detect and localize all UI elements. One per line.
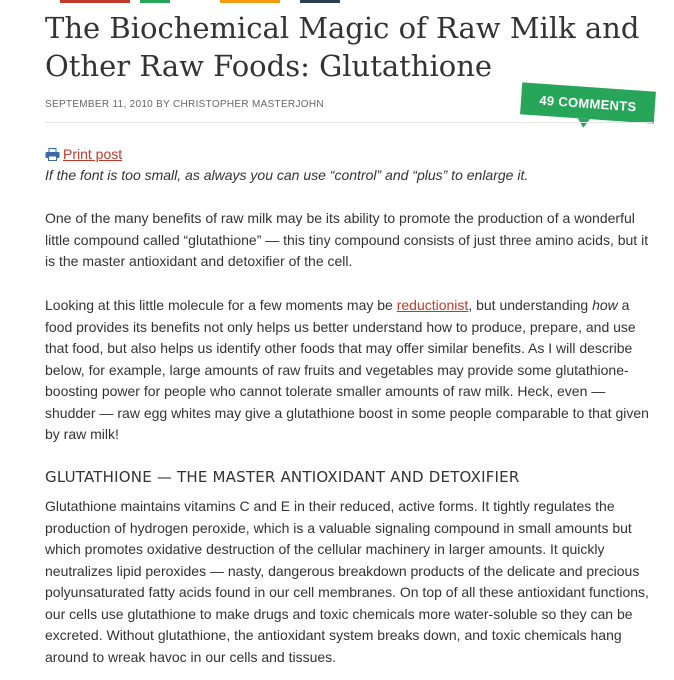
post-author[interactable]: CHRISTOPHER MASTERJOHN [173,99,324,110]
paragraph-text-middle: , but understanding [468,297,593,313]
post-date[interactable]: SEPTEMBER 11, 2010 [45,99,154,110]
comments-count-badge[interactable] [520,82,656,123]
post-meta [45,99,324,110]
badge-tail [577,118,590,128]
print-post-label[interactable]: Print post [63,146,123,162]
comments-count-label: 49 COMMENTS [538,92,637,114]
paragraph-reductionist [45,295,657,446]
print-post-link[interactable] [45,146,122,162]
top-accent-strip [0,0,674,3]
paragraph-text-start: Looking at this little molecule for a few moments may be [45,297,397,313]
reductionist-link[interactable]: reductionist [396,297,469,313]
font-size-note: If the font is too small, as always you can use “control” and “plus” to enlarge it. [45,167,529,183]
article-title: The Biochemical Magic of Raw Milk and Other Raw Foods: Glutathione [45,11,640,83]
byline-by: BY [156,99,170,110]
paragraph-text-end: a food provides its benefits not only helps us better understand how to produce, prepare, and use that food, but also helps us identify other foods that may offer similar benefits. As I will describe below, for example, large amounts of raw fruits and vegetables may provide some glutathione-boosting power for people who cannot tolerate smaller amounts of raw milk. Heck, even — shudder — raw egg whites may give a glutathione boost in some people comparable to that given by raw milk! [45,297,649,442]
section-heading: GLUTATHIONE — THE MASTER ANTIOXIDANT AND DETOXIFIER [45,468,520,486]
paragraph-intro: One of the many benefits of raw milk may be its ability to promote the production of a wonderful little compound called “glutathione” — this tiny compound consists of just three amino acids, but it is the master antioxidant and detoxifier of the cell. [45,210,649,269]
header-divider [45,122,653,123]
printer-icon [45,148,60,161]
emphasis-how: how [592,297,618,313]
paragraph-glutathione: Glutathione maintains vitamins C and E in their reduced, active forms. It tightly regulates the production of hydrogen peroxide, which is a valuable signaling compound in small amounts but which promotes oxidative destruction of the cellular machinery in larger amounts. It quickly neutralizes lipid peroxides — nasty, dangerous breakdown products of the delicate and precious polyunsaturated fatty acids found in our cell membranes. On top of all these antioxidant functions, our cells use glutathione to make drugs and toxic chemicals more water-soluble so they can be excreted. Without glutathione, the antioxidant system breaks down, and toxic chemicals hang around to wreak havoc in our cells and tissues. [45,498,649,665]
